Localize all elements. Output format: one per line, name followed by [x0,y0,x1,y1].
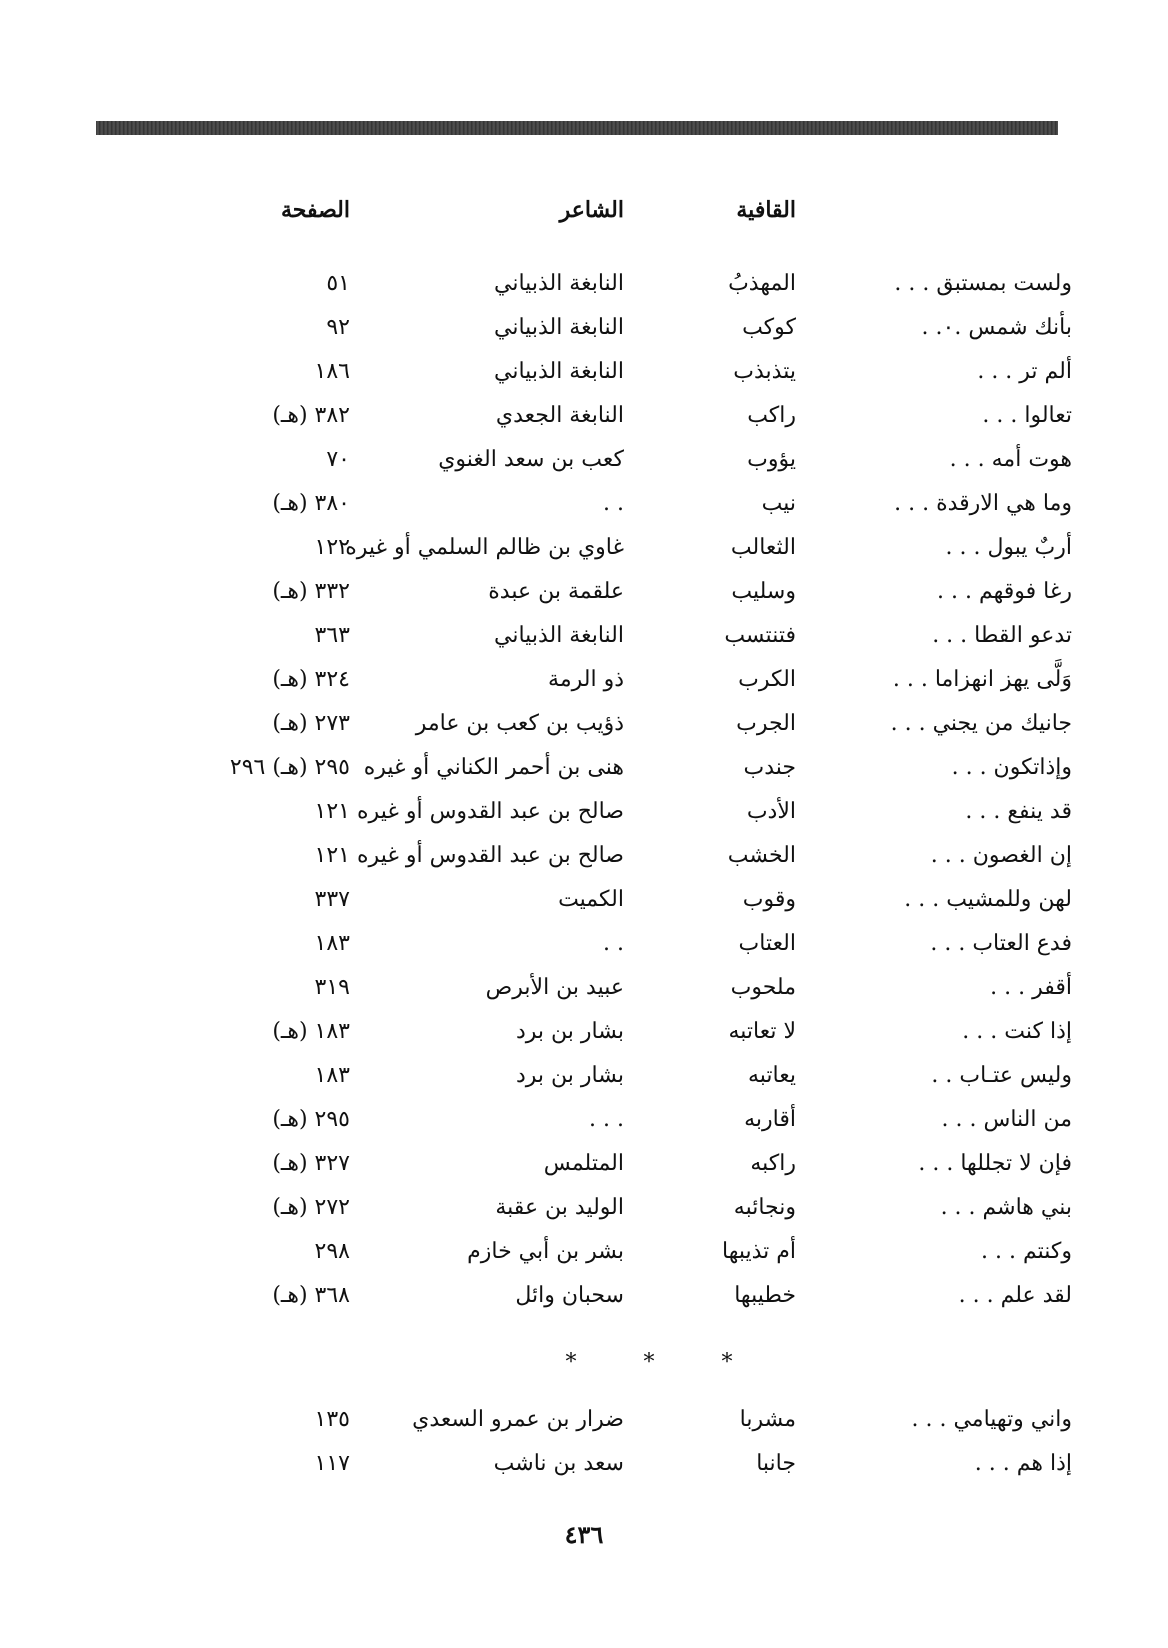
rhyme: يؤوب [747,447,796,472]
table-row [0,1442,1168,1486]
poet: عبيد بن الأبرص [485,975,624,1000]
poet: النابغة الذبياني [494,315,624,340]
first-words: وإذاتكون . . . [951,755,1072,780]
page-ref: ٣٨٢ (هـ) [272,403,350,428]
table-row [0,570,1168,614]
header-page: الصفحة [280,197,350,223]
table-row [0,878,1168,922]
poet: كعب بن سعد الغنوي [438,447,624,472]
page-ref: ٢٧٣ (هـ) [272,711,350,736]
page-ref: ١٨٣ [314,931,350,956]
first-words: ولست بمستبق . . . [894,271,1072,296]
first-words: جانيك من يجني . . . [890,711,1072,736]
poet: بشار بن برد [516,1063,624,1088]
rhyme: أم تذيبها [721,1239,796,1264]
first-words: لهن وللمشيب . . . [904,887,1072,912]
table-row [0,1098,1168,1142]
page-ref: ١١٧ [314,1451,350,1476]
page-ref: ٣٨٠ (هـ) [272,491,350,516]
rhyme: الثعالب [730,535,796,560]
first-words: ألم تر . . . [977,359,1072,384]
first-words: هوت أمه . . . [949,447,1072,472]
table-row [0,438,1168,482]
page-ref: ١٢١ [314,799,350,824]
first-words: إن الغصون . . . [930,843,1072,868]
first-words: فدع العتاب . . . [930,931,1072,956]
rhyme: جندب [743,755,796,780]
page-ref: ١٣٥ [314,1407,350,1432]
page-ref: ٥١ [326,271,350,296]
table-header [0,188,1168,232]
rhyme: أقاربه [744,1107,796,1132]
poet: غاوي بن ظالم السلمي أو غيره [345,535,624,560]
first-words: تعالوا . . . [982,403,1072,428]
rhyme: كوكب [742,315,796,340]
rhyme: راكبه [750,1151,796,1176]
rhyme: ملحوب [730,975,796,1000]
rhyme: يتذبذب [733,359,796,384]
poet: صالح بن عبد القدوس أو غيره [357,843,624,868]
table-row [0,834,1168,878]
first-words: وَلَّى يهز انهزاما . . . [892,667,1072,692]
page-ref: ٣٢٧ (هـ) [272,1151,350,1176]
rhyme: جانبا [756,1451,796,1476]
poet: النابغة الجعدي [495,403,624,428]
rhyme: مشربا [739,1407,796,1432]
table-row [0,966,1168,1010]
first-words: تدعو القطا . . . [932,623,1072,648]
rhyme: الأدب [746,799,796,824]
page-ref: ١٢١ [314,843,350,868]
poet: الوليد بن عقبة [495,1195,624,1220]
poet: . . . [589,1107,624,1132]
poet: النابغة الذبياني [494,359,624,384]
rhyme: نيب [761,491,796,516]
first-words: وليس عتـاب . . [931,1063,1072,1088]
first-words: لقد علم . . . [958,1283,1072,1308]
table-row [0,482,1168,526]
page-ref: ٢٩٨ [314,1239,350,1264]
poet: . . [603,931,624,956]
first-words: من الناس . . . [941,1107,1072,1132]
table-row [0,1142,1168,1186]
rhyme: راكب [747,403,796,428]
page-ref: ١٢٢ [314,535,350,560]
first-words: رغا فوقهم . . . [937,579,1072,604]
rhyme: فتنتسب [724,623,796,648]
table-row [0,658,1168,702]
page-ref: ٢٧٢ (هـ) [272,1195,350,1220]
poet: هنى بن أحمر الكناني أو غيره [363,755,624,780]
page-number: ٤٣٦ [564,1520,604,1549]
table-row [0,262,1168,306]
poet: المتلمس [543,1151,624,1176]
table-row [0,1230,1168,1274]
first-words: إذا هم . . . [974,1451,1072,1476]
page-ref: ٣٦٨ (هـ) [272,1283,350,1308]
poet: النابغة الذبياني [494,271,624,296]
rhyme: خطيبها [734,1283,796,1308]
first-words: واني وتهيامي . . . [911,1407,1072,1432]
first-words: إذا كنت . . . [962,1019,1072,1044]
poet: سعد بن ناشب [493,1451,624,1476]
header-rhyme: القافية [736,197,796,223]
table-row [0,1054,1168,1098]
first-words: بأنك شمس .٠. . [921,315,1072,340]
poet: صالح بن عبد القدوس أو غيره [357,799,624,824]
page-ref: ٧٠ [326,447,350,472]
section-separator [0,1350,1168,1375]
first-words: فإن لا تجللها . . . [918,1151,1072,1176]
first-words: أربٌ يبول . . . [945,535,1072,560]
page-ref: ٣٣٢ (هـ) [272,579,350,604]
rhyme: وسليب [731,579,796,604]
table-row [0,1186,1168,1230]
rhyme: الكرب [738,667,796,692]
rhyme: الخشب [727,843,796,868]
table-row [0,306,1168,350]
page-ref: ٩٢ [326,315,350,340]
table-row [0,350,1168,394]
rhyme: المهذبُ [728,271,796,296]
table-row [0,922,1168,966]
poet: بشر بن أبي خازم [467,1239,624,1264]
rhyme: لا تعاتبه [728,1019,796,1044]
rhyme: العتاب [738,931,796,956]
poet: . . [603,491,624,516]
page-ref: ٣٢٤ (هـ) [272,667,350,692]
page-ref: ٣١٩ [314,975,350,1000]
table-row [0,1274,1168,1318]
page-ref: ٣٦٣ [314,623,350,648]
top-rule [96,121,1058,135]
table-row [0,702,1168,746]
poet: بشار بن برد [516,1019,624,1044]
page-ref: ٢٩٥ (هـ) ٢٩٦ [229,755,350,780]
table-row [0,526,1168,570]
table-row [0,1010,1168,1054]
poet: سحبان وائل [515,1283,624,1308]
rhyme: ونجائبه [733,1195,796,1220]
rhyme: يعاتبه [748,1063,796,1088]
page-ref: ١٨٣ (هـ) [272,1019,350,1044]
first-words: بني هاشم . . . [940,1195,1072,1220]
first-words: وما هي الارقدة . . . [894,491,1072,516]
poet: علقمة بن عبدة [488,579,624,604]
poet: النابغة الذبياني [494,623,624,648]
table-row [0,394,1168,438]
first-words: وكنتم . . . [981,1239,1072,1264]
table-row [0,614,1168,658]
page-ref: ١٨٦ [314,359,350,384]
rhyme: وقوب [742,887,796,912]
poet: الكميت [558,887,624,912]
rhyme: الجرب [736,711,796,736]
page-ref: ٣٣٧ [314,887,350,912]
header-poet: الشاعر [559,197,624,223]
table-row [0,790,1168,834]
first-words: أقفر . . . [990,975,1072,1000]
poet: ذؤيب بن كعب بن عامر [415,711,624,736]
page-ref: ٢٩٥ (هـ) [272,1107,350,1132]
asterisks: * * * [565,1350,763,1375]
poet: ذو الرمة [548,667,624,692]
table-row [0,746,1168,790]
page-ref: ١٨٣ [314,1063,350,1088]
first-words: قد ينفع . . . [965,799,1072,824]
table-row [0,1398,1168,1442]
poet: ضرار بن عمرو السعدي [412,1407,624,1432]
